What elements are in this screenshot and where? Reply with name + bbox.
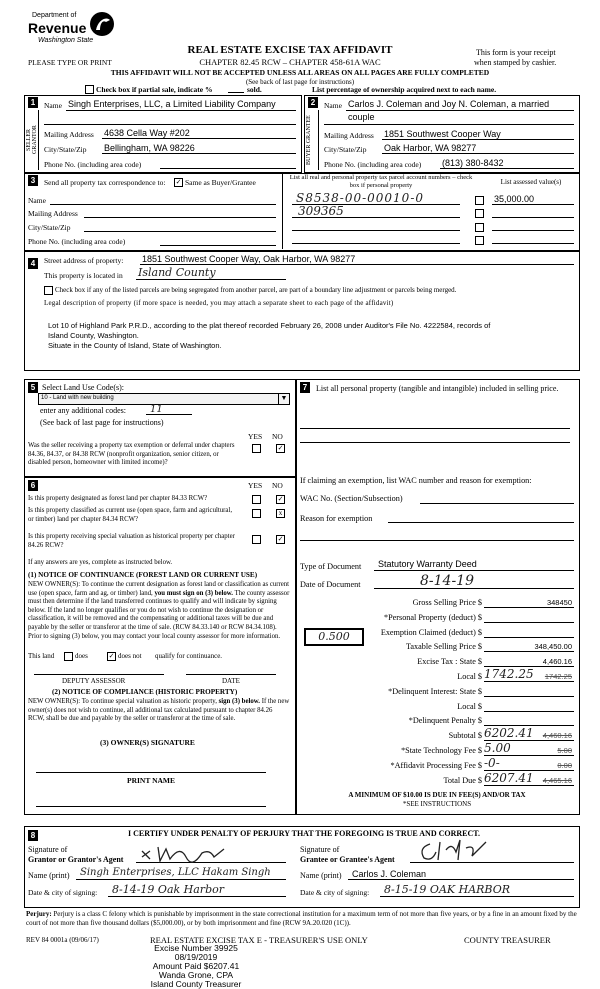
grantor-name-label: Name (print) <box>28 871 70 880</box>
buyer-mailing-label: Mailing Address <box>324 131 374 140</box>
price-row-field[interactable] <box>484 607 574 608</box>
sec6-yes: YES <box>248 481 263 490</box>
perjury-notice <box>26 910 578 928</box>
seller-name-line2[interactable] <box>44 124 296 125</box>
buyer-city-label: City/State/Zip <box>324 145 367 154</box>
reason-label: Reason for exemption <box>300 514 373 523</box>
parcel-1-personal-checkbox[interactable] <box>475 196 484 205</box>
partial-sale-label: Check box if partial sale, indicate % <box>96 85 213 94</box>
price-row-value: 348,450.00 <box>534 642 572 652</box>
historic-question: Is this property receiving special valuation as historical property per chapter 84.26 RCW? <box>28 533 235 549</box>
price-row-value: 348450 <box>546 598 572 607</box>
price-row-field[interactable] <box>484 637 574 638</box>
assessed-field-1[interactable] <box>492 204 574 205</box>
buyer-phone-label: Phone No. (including area code) <box>324 160 422 169</box>
seller-exemption-question: Was the seller receiving a property tax exemption or deferral under chapters 84.36, 84.37, or 84.38 RCW (nonprofit organization, senior citizen, or disabled person, homeowner with limited income)? <box>28 442 235 466</box>
price-row-value: 1742.25 <box>544 672 572 681</box>
forest-historic-section <box>24 477 296 815</box>
print-name-line[interactable] <box>36 806 266 807</box>
buyer-name-line1: Carlos J. Coleman and Joy N. Coleman, a married <box>348 99 550 109</box>
current-use-yes[interactable] <box>252 509 261 518</box>
price-row-label: Gross Selling Price $ <box>412 598 482 607</box>
sec5-no: NO <box>272 432 283 441</box>
same-as-buyer-label: Same as Buyer/Grantee <box>185 178 256 187</box>
notice-continuance-title: (1) NOTICE OF CONTINUANCE (FOREST LAND OR CURRENT USE) <box>28 571 258 579</box>
land-use-select[interactable] <box>38 393 290 405</box>
additional-codes: 11 <box>150 404 163 415</box>
price-row-value: 4,465.16 <box>542 775 572 785</box>
print-name-label: PRINT NAME <box>127 776 175 785</box>
doc-date-field[interactable] <box>374 588 574 589</box>
local-rate: 0.500 <box>318 630 350 643</box>
buyer-phone: (813) 380-8432 <box>442 158 504 168</box>
type-or-print: PLEASE TYPE OR PRINT <box>28 58 112 67</box>
doc-type-label: Type of Document <box>300 562 362 571</box>
seller-city-field[interactable] <box>102 153 296 154</box>
forest-land-no[interactable]: ✓ <box>277 495 284 503</box>
assessed-1: 35,000.00 <box>494 194 535 204</box>
forest-land-yes[interactable] <box>252 495 261 504</box>
parcel-field-3[interactable] <box>292 230 460 231</box>
grantee-sig-of: Signature of <box>300 845 340 854</box>
seller-exemption-yes[interactable] <box>252 444 261 453</box>
notice-compliance-text-a: NEW OWNER(S): To continue special valuation as historic property, <box>28 698 217 705</box>
segregated-checkbox[interactable] <box>44 286 53 295</box>
grantee-date-city: 8-15-19 OAK HARBOR <box>384 883 511 896</box>
grantor-sig-of: Signature of <box>28 845 68 854</box>
wac-field[interactable] <box>420 503 574 504</box>
corr-mailing-field[interactable] <box>84 217 276 218</box>
this-land-label: This land <box>28 652 55 660</box>
deputy-date-line[interactable] <box>186 674 276 675</box>
doc-date: 8-14-19 <box>420 573 474 589</box>
current-use-no[interactable]: x <box>276 509 285 518</box>
land-does-checkbox[interactable] <box>64 652 73 661</box>
qualify-label: qualify for continuance. <box>155 652 223 660</box>
logo-line3: Washington State <box>38 37 94 44</box>
price-row-label: *State Technology Fee $ <box>401 746 482 755</box>
notice-compliance-text-b: If the new owner(s) does not wish to continue, all additional tax calculated pursuant to chapter 84.26 RCW, shall be due and payable by the seller or transferor at the time of sale. <box>28 698 290 723</box>
sec5-yes: YES <box>248 432 263 441</box>
assessed-header: List assessed value(s) <box>500 178 562 186</box>
grantor-date-city: 8-14-19 Oak Harbor <box>112 883 224 896</box>
seller-exemption-no[interactable]: ✓ <box>277 444 284 452</box>
price-row-field[interactable] <box>484 696 574 697</box>
price-row-label: *Delinquent Penalty $ <box>408 716 482 726</box>
parcel-field-4[interactable] <box>292 243 460 244</box>
personal-property-line1[interactable] <box>300 428 570 429</box>
owner-signature-label: (3) OWNER(S) SIGNATURE <box>100 738 195 747</box>
corr-name-field[interactable] <box>50 204 276 205</box>
price-row-label: Excise Tax : State $ <box>417 657 482 667</box>
logo-line1: Department of <box>32 12 77 19</box>
claim-exemption-label: If claiming an exemption, list WAC number and reason for exemption: <box>300 476 532 485</box>
stamp-treasurer-title: Island County Treasurer <box>150 979 242 989</box>
corr-phone-label: Phone No. (including area code) <box>28 237 126 246</box>
seller-city: Bellingham, WA 98226 <box>104 143 195 153</box>
grantor-signature-icon <box>140 843 250 865</box>
legal-line2: Island County, Washington. <box>48 331 139 340</box>
seller-name: Singh Enterprises, LLC, a Limited Liability Company <box>68 99 276 109</box>
form-title: REAL ESTATE EXCISE TAX AFFIDAVIT <box>187 44 393 56</box>
price-row-handwritten: 1742.25 <box>484 667 534 681</box>
current-use-question: Is this property classified as current use (open space, farm and agricultural, or timber) land per chapter 84.34 RCW? <box>28 507 233 523</box>
doc-type-field[interactable] <box>374 570 574 571</box>
deputy-date-label: DATE <box>222 677 240 685</box>
buyer-name-line2: couple <box>348 112 375 122</box>
price-row-label: Exemption Claimed (deduct) $ <box>380 627 482 637</box>
notice-compliance-title: (2) NOTICE OF COMPLIANCE (HISTORIC PROPERTY) <box>52 688 238 696</box>
price-row-label: *Delinquent Interest: State $ <box>388 686 482 696</box>
section-8-number: 8 <box>28 830 38 841</box>
doc-date-label: Date of Document <box>300 580 361 589</box>
same-as-buyer-checkbox[interactable]: ✓ <box>175 178 182 186</box>
price-row-handwritten: 5.00 <box>484 741 511 755</box>
treasurer-use-label: REAL ESTATE EXCISE TAX E - TREASURER'S USE ONLY <box>150 935 368 945</box>
seller-mailing-field[interactable] <box>102 138 296 139</box>
seller-phone-field[interactable] <box>160 168 296 169</box>
notice-compliance-text <box>28 698 290 724</box>
grantee-date-field[interactable] <box>380 896 574 897</box>
parcel-4-personal-checkbox[interactable] <box>475 236 484 245</box>
price-row-label: Local $ <box>457 672 482 681</box>
deputy-assessor-label: DEPUTY ASSESSOR <box>62 677 126 685</box>
owner-signature-line[interactable] <box>36 772 266 773</box>
dor-logo <box>28 8 123 50</box>
price-row-field[interactable] <box>484 711 574 712</box>
buyer-city-field[interactable] <box>382 153 574 154</box>
receipt-line1: This form is your receipt <box>476 48 556 57</box>
seller-mailing: 4638 Cella Way #202 <box>104 128 190 138</box>
reason-field-1[interactable] <box>388 522 574 523</box>
logo-line2: Revenue <box>28 20 87 36</box>
grantee-signature-icon <box>416 838 506 864</box>
legal-line1: Lot 10 of Highland Park P.R.D., according to the plat thereof recorded February 26, 2008 under Auditor's File No. 4222584, records of <box>48 321 491 330</box>
buyer-side-label: BUYER GRANTEE <box>306 115 312 165</box>
assessed-field-2[interactable] <box>492 217 574 218</box>
land-use-see-back: (See back of last page for instructions) <box>40 418 164 427</box>
land-does-not-checkbox[interactable]: ✓ <box>108 652 115 660</box>
seller-city-label: City/State/Zip <box>44 145 87 154</box>
partial-sale-checkbox[interactable] <box>85 85 94 94</box>
price-row-value: 4,460.16 <box>542 657 572 667</box>
additional-codes-label: enter any additional codes: <box>40 406 126 415</box>
parcel-2-personal-checkbox[interactable] <box>475 209 484 218</box>
ownership-note: List percentage of ownership acquired next to each name. <box>312 85 497 94</box>
notice-compliance-bold: sign (3) below. <box>218 698 260 705</box>
section-6-number: 6 <box>28 480 38 491</box>
grantor-name-field[interactable] <box>76 879 286 880</box>
street-field[interactable] <box>140 264 574 265</box>
parcel-1: S8538-00-00010-0 <box>296 191 425 205</box>
stamp-amount: Amount Paid $6207.41 <box>152 961 240 971</box>
land-does-label: does <box>75 652 88 660</box>
grantee-name-label: Name (print) <box>300 871 342 880</box>
grantor-date-field[interactable] <box>108 896 286 897</box>
seller-divider <box>38 110 39 170</box>
corr-city-field[interactable] <box>84 231 276 232</box>
price-row-label: Local $ <box>457 701 482 711</box>
seller-phone-label: Phone No. (including area code) <box>44 160 142 169</box>
grantee-name-field[interactable] <box>348 879 574 880</box>
minimum-due-line1: A MINIMUM OF $10.00 IS DUE IN FEE(S) AND/OR TAX <box>348 791 526 799</box>
buyer-mailing-field[interactable] <box>382 139 574 140</box>
price-row-field[interactable] <box>484 651 574 652</box>
stamp-excise-number: Excise Number 39925 <box>154 943 238 953</box>
section-3-number: 3 <box>28 175 38 186</box>
grantor-name: Singh Enterprises, LLC Hakam Singh <box>80 867 271 878</box>
forest-land-question: Is this property designated as forest land per chapter 84.33 RCW? <box>28 495 208 502</box>
price-row-handwritten: -0- <box>484 755 500 770</box>
corr-phone-field[interactable] <box>160 245 276 246</box>
section-7-number: 7 <box>300 382 310 393</box>
corr-city-label: City/State/Zip <box>28 223 71 232</box>
legal-label: Legal description of property (if more space is needed, you may attach a separate sheet to each page of the affidavit) <box>44 299 394 307</box>
assessed-field-3[interactable] <box>492 230 574 231</box>
price-row-label: *Affidavit Processing Fee $ <box>390 760 482 770</box>
parcel-3-personal-checkbox[interactable] <box>475 223 484 232</box>
wac-label: WAC No. (Section/Subsection) <box>300 494 403 503</box>
land-use-selected: 10 - Land with new building <box>41 395 114 401</box>
buyer-name-line2-field[interactable] <box>324 124 574 125</box>
grantee-name: Carlos J. Coleman <box>352 869 427 879</box>
buyer-city: Oak Harbor, WA 98277 <box>384 143 477 153</box>
reason-field-2[interactable] <box>300 540 574 541</box>
corr-mailing-label: Mailing Address <box>28 209 78 218</box>
legal-line3: Situate in the County of Island, State of Washington. <box>48 341 222 350</box>
price-row-label: Total Due $ <box>443 775 482 785</box>
seller-mailing-label: Mailing Address <box>44 130 94 139</box>
corr-name-label: Name <box>28 196 46 205</box>
notice-continuance-text-b: The county assessor must then determine if the land transferred continues to qualify and will indicate by signing below. If the land no longer qualifies or you do not wish to continue the designation or classification, it will be removed and the compensating or additional taxes will be due and payable by the seller or transferor at the time of sale. (RCW 84.33.140 or RCW 84.34.108). Prior to signing (3) below, you may contact your local county assessor for more information. <box>28 589 290 640</box>
partial-sale-percent-field[interactable] <box>228 92 244 93</box>
price-row-value: 4,460.16 <box>542 731 572 741</box>
section-5-number: 5 <box>28 382 38 393</box>
grantor-date-label: Date & city of signing: <box>28 888 98 897</box>
price-row-field[interactable] <box>484 622 574 623</box>
treasurer-stamp <box>136 944 256 989</box>
seller-side-label: SELLER GRANTOR <box>26 125 38 155</box>
sold-label: sold. <box>247 85 262 94</box>
price-row-label: Taxable Selling Price $ <box>405 642 482 652</box>
buyer-name-field[interactable] <box>346 110 574 111</box>
perjury-bold: Perjury: <box>26 910 52 918</box>
price-row-handwritten: 6207.41 <box>484 770 534 785</box>
deputy-assessor-line[interactable] <box>34 674 164 675</box>
notice-continuance-bold: you must sign on (3) below. <box>154 589 234 597</box>
warning-text: THIS AFFIDAVIT WILL NOT BE ACCEPTED UNLESS ALL AREAS ON ALL PAGES ARE FULLY COMPLETED <box>110 68 490 77</box>
receipt-line2: when stamped by cashier. <box>474 58 557 67</box>
property-section <box>24 251 580 371</box>
notice-continuance-text <box>28 581 290 641</box>
perjury-text: Perjury is a class C felony which is punishable by imprisonment in the state correctional institution for a maximum term of not more than five years, or by a fine in an amount fixed by the court of not more than five thousand dollars ($5,000.00), or by both imprisonment and fine (RCW 9A.20.020 (1C)). <box>26 910 577 927</box>
section-4-number: 4 <box>28 258 38 269</box>
chevron-down-icon[interactable]: ▼ <box>278 394 289 404</box>
grantor-agent-label: Grantor or Grantor's Agent <box>28 855 124 864</box>
buyer-name-label: Name <box>324 101 342 110</box>
buyer-mailing: 1851 Southwest Cooper Way <box>384 129 501 139</box>
price-row-value: 5.00 <box>557 746 572 755</box>
section-1-number: 1 <box>28 97 38 108</box>
rev-number: REV 84 0001a (09/06/17) <box>26 936 99 944</box>
land-use-label: Select Land Use Code(s): <box>42 383 124 392</box>
local-rate-box[interactable] <box>304 628 364 646</box>
historic-yes[interactable] <box>252 535 261 544</box>
county-treasurer-label: COUNTY TREASURER <box>464 935 551 945</box>
sec6-no: NO <box>272 481 283 490</box>
notice-continuance-text-a: NEW OWNER(S): To continue the current designation as forest land or classification as current use (open space, farm and ag, or timber) land, <box>28 581 290 597</box>
located-label: This property is located in <box>44 271 123 280</box>
personal-property-line2[interactable] <box>300 442 570 443</box>
parcel-header: List all real and personal property tax parcel account numbers – check box if personal property <box>289 174 473 189</box>
seller-name-label: Name <box>44 101 62 110</box>
county: Island County <box>138 266 216 279</box>
form-chapter: CHAPTER 82.45 RCW – CHAPTER 458-61A WAC <box>199 57 381 67</box>
assessed-field-4[interactable] <box>492 243 574 244</box>
price-row-value: 0.00 <box>557 760 572 770</box>
county-field[interactable] <box>136 279 286 280</box>
street-label: Street address of property: <box>44 256 124 265</box>
street-address: 1851 Southwest Cooper Way, Oak Harbor, WA 98277 <box>142 254 356 264</box>
section-2-number: 2 <box>308 97 318 108</box>
certify-text: I CERTIFY UNDER PENALTY OF PERJURY THAT THE FOREGOING IS TRUE AND CORRECT. <box>128 829 481 838</box>
stamp-date: 08/19/2019 <box>174 952 218 962</box>
historic-no[interactable]: ✓ <box>277 535 284 543</box>
buyer-phone-field[interactable] <box>440 168 574 169</box>
price-row-field[interactable] <box>484 785 574 786</box>
seller-name-field[interactable] <box>66 110 296 111</box>
parcel-2: 309365 <box>298 204 344 218</box>
minimum-due-line2: *SEE INSTRUCTIONS <box>402 800 472 808</box>
buyer-divider <box>318 110 319 170</box>
personal-property-label: List all personal property (tangible and intangible) included in selling price. <box>316 384 559 393</box>
price-row-handwritten: 6202.41 <box>484 726 534 741</box>
see-back-note: (See back of last page for instructions) <box>245 78 355 86</box>
sec3-divider <box>282 173 283 249</box>
if-yes-instructions: If any answers are yes, complete as instructed below. <box>28 559 173 566</box>
grantee-date-label: Date & city of signing: <box>300 888 370 897</box>
send-correspondence-label: Send all property tax correspondence to: <box>44 178 166 187</box>
land-does-not-label: does not <box>118 652 142 660</box>
doc-type: Statutory Warranty Deed <box>378 559 477 569</box>
price-row-label: *Personal Property (deduct) $ <box>384 612 482 622</box>
grantee-agent-label: Grantee or Grantee's Agent <box>300 855 395 864</box>
price-row-field[interactable] <box>484 681 574 682</box>
price-row-label: Subtotal $ <box>448 731 482 741</box>
dor-logo-icon <box>88 10 116 38</box>
stamp-treasurer-name: Wanda Grone, CPA <box>158 970 234 980</box>
segregated-label: Check box if any of the listed parcels are being segregated from another parcel, are part of a boundary line adjustment or parcels being merged. <box>55 286 457 294</box>
